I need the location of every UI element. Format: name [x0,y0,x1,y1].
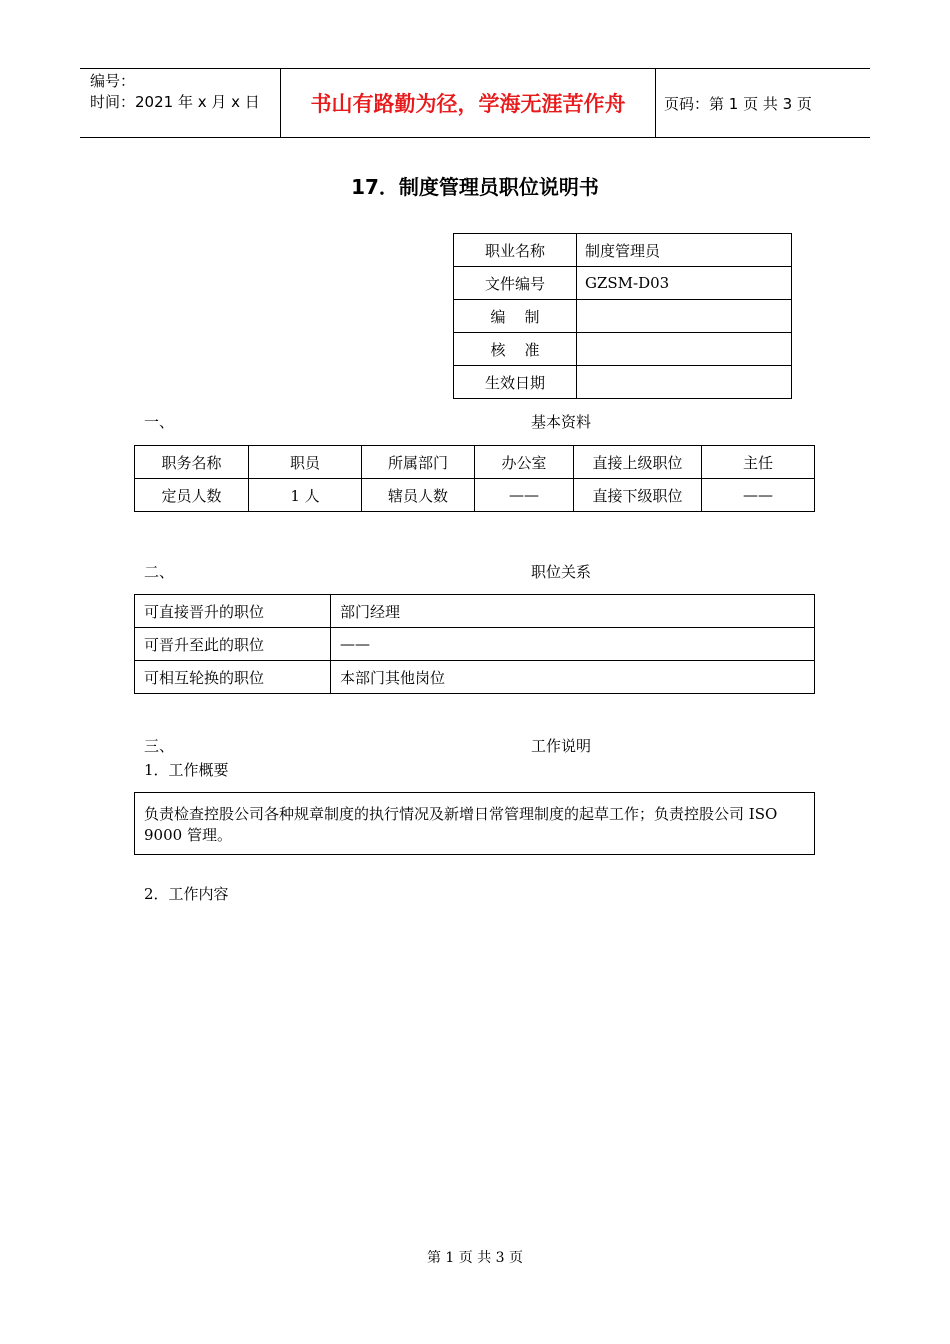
table-cell: 办公室 [475,446,574,479]
header-motto: 书山有路勤为径，学海无涯苦作舟 [280,69,656,137]
info-key: 编 制 [454,300,577,333]
table-cell: —— [702,479,815,512]
table-cell: —— [475,479,574,512]
info-value [577,333,792,366]
info-key: 职业名称 [454,234,577,267]
table-row [135,628,815,661]
work-summary: 负责检查控股公司各种规章制度的执行情况及新增日常管理制度的起草工作；负责控股公司 ISO 9000 管理。 [134,792,815,855]
table-cell: 职员 [249,446,362,479]
document-time-label: 时间：2021 年 x 月 x 日 [90,93,260,111]
table-cell: —— [331,628,815,661]
subsection-heading: 2．工作内容 [144,885,229,903]
table-cell: 可相互轮换的职位 [135,661,331,694]
table-row [454,267,792,300]
section-heading: 职位关系 [531,563,592,581]
subsection-heading: 1．工作概要 [144,761,229,779]
info-value [577,366,792,399]
basic-info-table [134,445,815,512]
table-cell: 所属部门 [362,446,475,479]
table-cell: 1 人 [249,479,362,512]
table-cell: 职务名称 [135,446,249,479]
table-row [454,333,792,366]
table-cell: 本部门其他岗位 [331,661,815,694]
table-row [135,661,815,694]
info-key: 核 准 [454,333,577,366]
position-relation-table [134,594,815,694]
table-cell: 可晋升至此的职位 [135,628,331,661]
table-row [135,595,815,628]
header-meta [80,69,280,137]
header-page-label: 页码：第 1 页 共 3 页 [664,94,812,113]
table-row [135,479,815,512]
table-row [454,300,792,333]
table-cell: 直接下级职位 [574,479,702,512]
table-cell: 定员人数 [135,479,249,512]
table-row [454,366,792,399]
info-value: GZSM-D03 [577,267,792,300]
page-title: 17．制度管理员职位说明书 [351,175,599,199]
info-value: 制度管理员 [577,234,792,267]
section-number: 三、 [144,737,175,755]
table-row [135,446,815,479]
info-key: 生效日期 [454,366,577,399]
table-cell: 辖员人数 [362,479,475,512]
section-number: 二、 [144,563,175,581]
section-heading: 基本资料 [531,413,592,431]
section-heading: 工作说明 [531,737,592,755]
table-cell: 主任 [702,446,815,479]
info-key: 文件编号 [454,267,577,300]
document-number-label: 编号： [90,72,136,90]
table-cell: 部门经理 [331,595,815,628]
table-row [454,234,792,267]
section-number: 一、 [144,413,175,431]
page-header [80,68,870,138]
table-cell: 可直接晋升的职位 [135,595,331,628]
document-info-table [453,233,792,399]
page-footer: 第 1 页 共 3 页 [426,1250,524,1266]
table-cell: 直接上级职位 [574,446,702,479]
info-value [577,300,792,333]
